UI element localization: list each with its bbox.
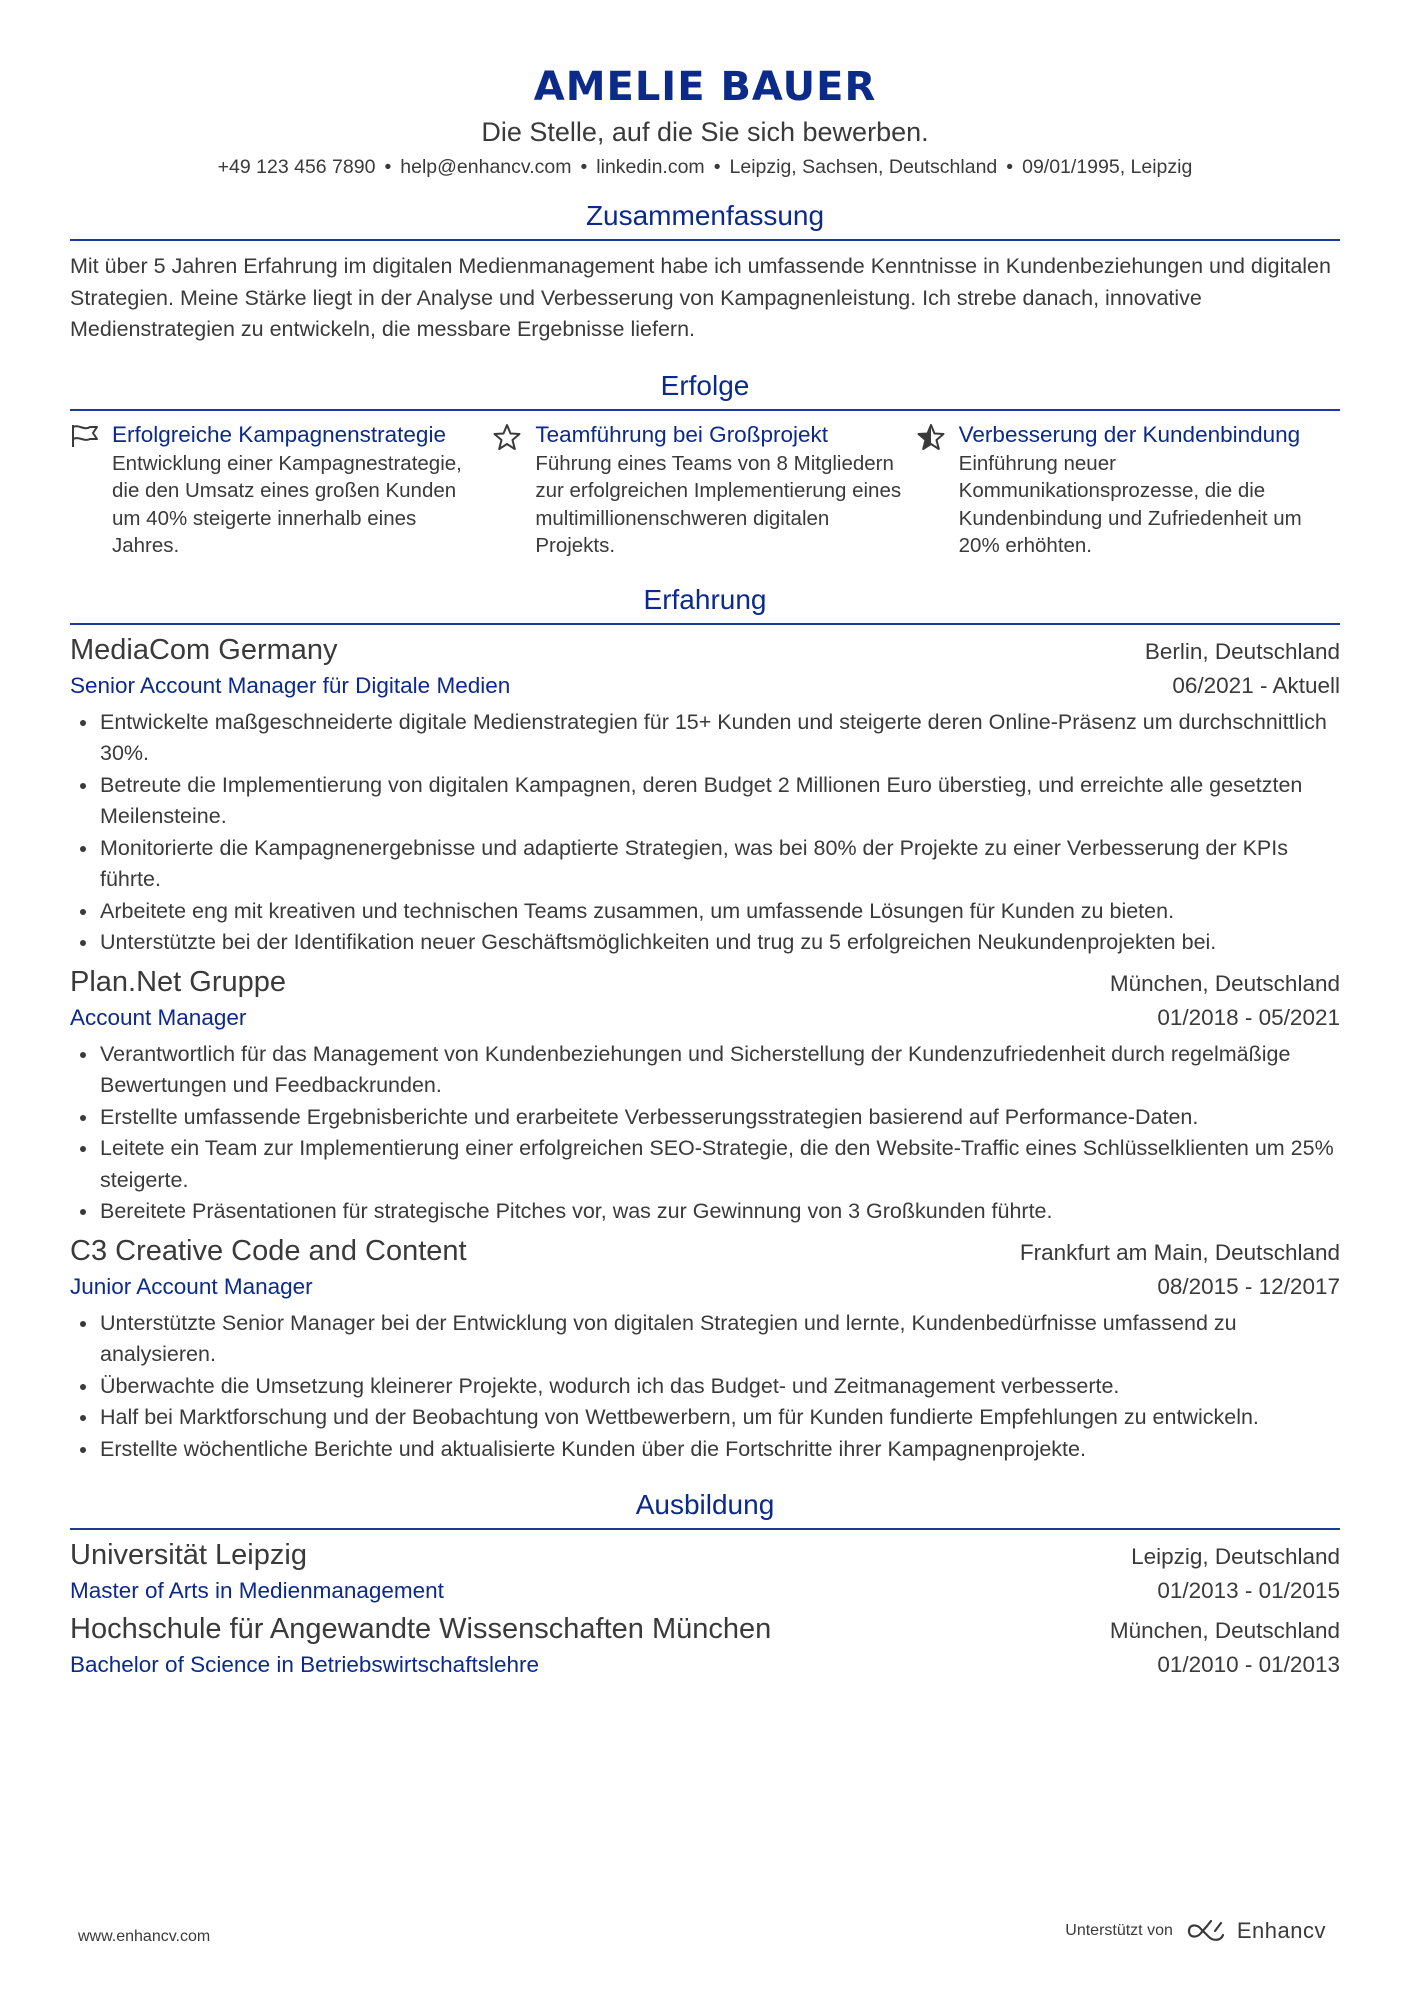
company-name: Plan.Net Gruppe [70,965,287,998]
job-dates: 08/2015 - 12/2017 [1157,1273,1340,1299]
achievements-list [70,420,1340,560]
summary-text: Mit über 5 Jahren Erfahrung im digitalen Medienmanagement habe ich umfassende Kenntnisse in Kundenbeziehungen und digitalen Strategien. Meine Stärke liegt in der Analyse und Verbesserung von Kampagnenleistung. Ich strebe danach, innovative Medienstrategien zu entwickeln, die messbare Ergebnisse liefern. [70,254,1331,341]
achievement-title: Teamführung bei Großprojekt [535,421,828,447]
achievements-section [70,368,1340,560]
education-entry [70,1536,1340,1606]
company-name: MediaCom Germany [70,633,338,666]
list-item: Leitete ein Team zur Implementierung einer erfolgreichen SEO-Strategie, die den Website-Traffic eines Schlüsselklienten um 25% steigerte. [70,1133,1340,1196]
separator-dot: • [580,156,588,178]
degree: Master of Arts in Medienmanagement [70,1578,444,1603]
list-item: Half bei Marktforschung und der Beobachtung von Wettbewerbern, um für Kunden fundierte Empfehlungen zu entwickeln. [70,1402,1340,1434]
achievement-item [917,420,1340,560]
job-role: Account Manager [70,1004,247,1030]
job-entry [70,631,1340,959]
job-entry [70,963,1340,1228]
footer-branding [1065,1918,1326,1944]
achievement-title: Verbesserung der Kundenbindung [958,421,1301,447]
education-dates: 01/2010 - 01/2013 [1157,1652,1340,1677]
section-title-achievements: Erfolge [70,368,1340,411]
candidate-name: AMELIE BAUER [533,64,877,110]
contact-line [70,154,1340,180]
school-name: Universität Leipzig [70,1539,307,1571]
achievement-item [70,420,493,560]
list-item: Betreute die Implementierung von digitalen Kampagnen, deren Budget 2 Millionen Euro überstieg, und erreichte alle gesetzten Meilensteine. [70,770,1340,833]
location: Leipzig, Sachsen, Deutschland [729,156,998,178]
list-item: Arbeitete eng mit kreativen und technischen Teams zusammen, um umfassende Lösungen für Kunden zu bieten. [70,896,1340,928]
achievement-title: Erfolgreiche Kampagnenstrategie [112,421,446,447]
school-location: Leipzig, Deutschland [1131,1544,1340,1569]
list-item: Entwickelte maßgeschneiderte digitale Medienstrategien für 15+ Kunden und steigerte deren Online-Präsenz um durchschnittlich 30%. [70,707,1340,770]
experience-section [70,582,1340,1466]
job-bullets [70,1308,1340,1466]
school-location: München, Deutschland [1109,1618,1340,1643]
education-dates: 01/2013 - 01/2015 [1157,1578,1340,1603]
achievement-description: Einführung neuer Kommunikationsprozesse, die die Kundenbindung und Zufriedenheit um 20% erhöhten. [958,451,1302,557]
education-entry [70,1610,1340,1680]
list-item: Erstellte umfassende Ergebnisberichte und erarbeitete Verbesserungsstrategien basierend auf Performance-Daten. [70,1102,1340,1134]
list-item: Erstellte wöchentliche Berichte und aktualisierte Kunden über die Fortschritte ihrer Kampagnenprojekte. [70,1434,1340,1466]
job-role: Junior Account Manager [70,1273,313,1299]
birth-info: 09/01/1995, Leipzig [1022,156,1193,178]
section-title-education: Ausbildung [70,1487,1340,1530]
footer-website-link[interactable]: www.enhancv.com [78,1928,211,1945]
separator-dot: • [1006,156,1014,178]
company-name: C3 Creative Code and Content [70,1234,467,1267]
brand-name: Enhancv [1236,1918,1326,1943]
list-item: Monitorierte die Kampagnenergebnisse und adaptierte Strategien, was bei 80% der Projekte zu einer Verbesserung der KPIs führte. [70,833,1340,896]
achievement-item [493,420,916,560]
job-entry [70,1232,1340,1466]
enhancv-logo-icon [1185,1919,1229,1943]
flag-icon [70,420,112,560]
degree: Bachelor of Science in Betriebswirtschaftslehre [70,1652,539,1677]
job-location: München, Deutschland [1109,970,1340,996]
list-item: Unterstützte bei der Identifikation neuer Geschäftsmöglichkeiten und trug zu 5 erfolgreichen Neukundenprojekten bei. [70,927,1340,959]
achievement-description: Entwicklung einer Kampagnestrategie, die den Umsatz eines großen Kunden um 40% steigerte innerhalb eines Jahres. [112,451,462,557]
job-dates: 06/2021 - Aktuell [1172,672,1340,698]
phone: +49 123 456 7890 [217,156,376,178]
section-title-experience: Erfahrung [70,582,1340,625]
list-item: Verantwortlich für das Management von Kundenbeziehungen und Sicherstellung der Kundenzufriedenheit durch regelmäßige Bewertungen und Feedbackrunden. [70,1039,1340,1102]
candidate-headline: Die Stelle, auf die Sie sich bewerben. [481,117,929,147]
school-name: Hochschule für Angewandte Wissenschaften München [70,1613,772,1645]
list-item: Bereitete Präsentationen für strategische Pitches vor, was zur Gewinnung von 3 Großkunden führte. [70,1196,1340,1228]
separator-dot: • [384,156,392,178]
linkedin-link[interactable]: linkedin.com [596,156,705,178]
job-bullets [70,1039,1340,1228]
job-dates: 01/2018 - 05/2021 [1157,1004,1340,1030]
job-bullets [70,707,1340,959]
job-role: Senior Account Manager für Digitale Medien [70,672,511,698]
email-link[interactable]: help@enhancv.com [400,156,572,178]
job-location: Frankfurt am Main, Deutschland [1019,1239,1340,1265]
education-section [70,1487,1340,1680]
summary-section [70,198,1340,346]
job-location: Berlin, Deutschland [1144,638,1340,664]
list-item: Unterstützte Senior Manager bei der Entwicklung von digitalen Strategien und lernte, Kundenbedürfnisse umfassend zu analysieren. [70,1308,1340,1371]
section-title-summary: Zusammenfassung [70,198,1340,241]
achievement-description: Führung eines Teams von 8 Mitgliedern zur erfolgreichen Implementierung eines multimillionenschweren digitalen Projekts. [535,451,902,557]
powered-by-label: Unterstützt von [1065,1922,1173,1939]
separator-dot: • [713,156,721,178]
star-icon [493,420,535,560]
half-star-icon [917,420,959,560]
resume-page [70,0,1340,1680]
list-item: Überwachte die Umsetzung kleinerer Projekte, wodurch ich das Budget- und Zeitmanagement verbesserte. [70,1371,1340,1403]
